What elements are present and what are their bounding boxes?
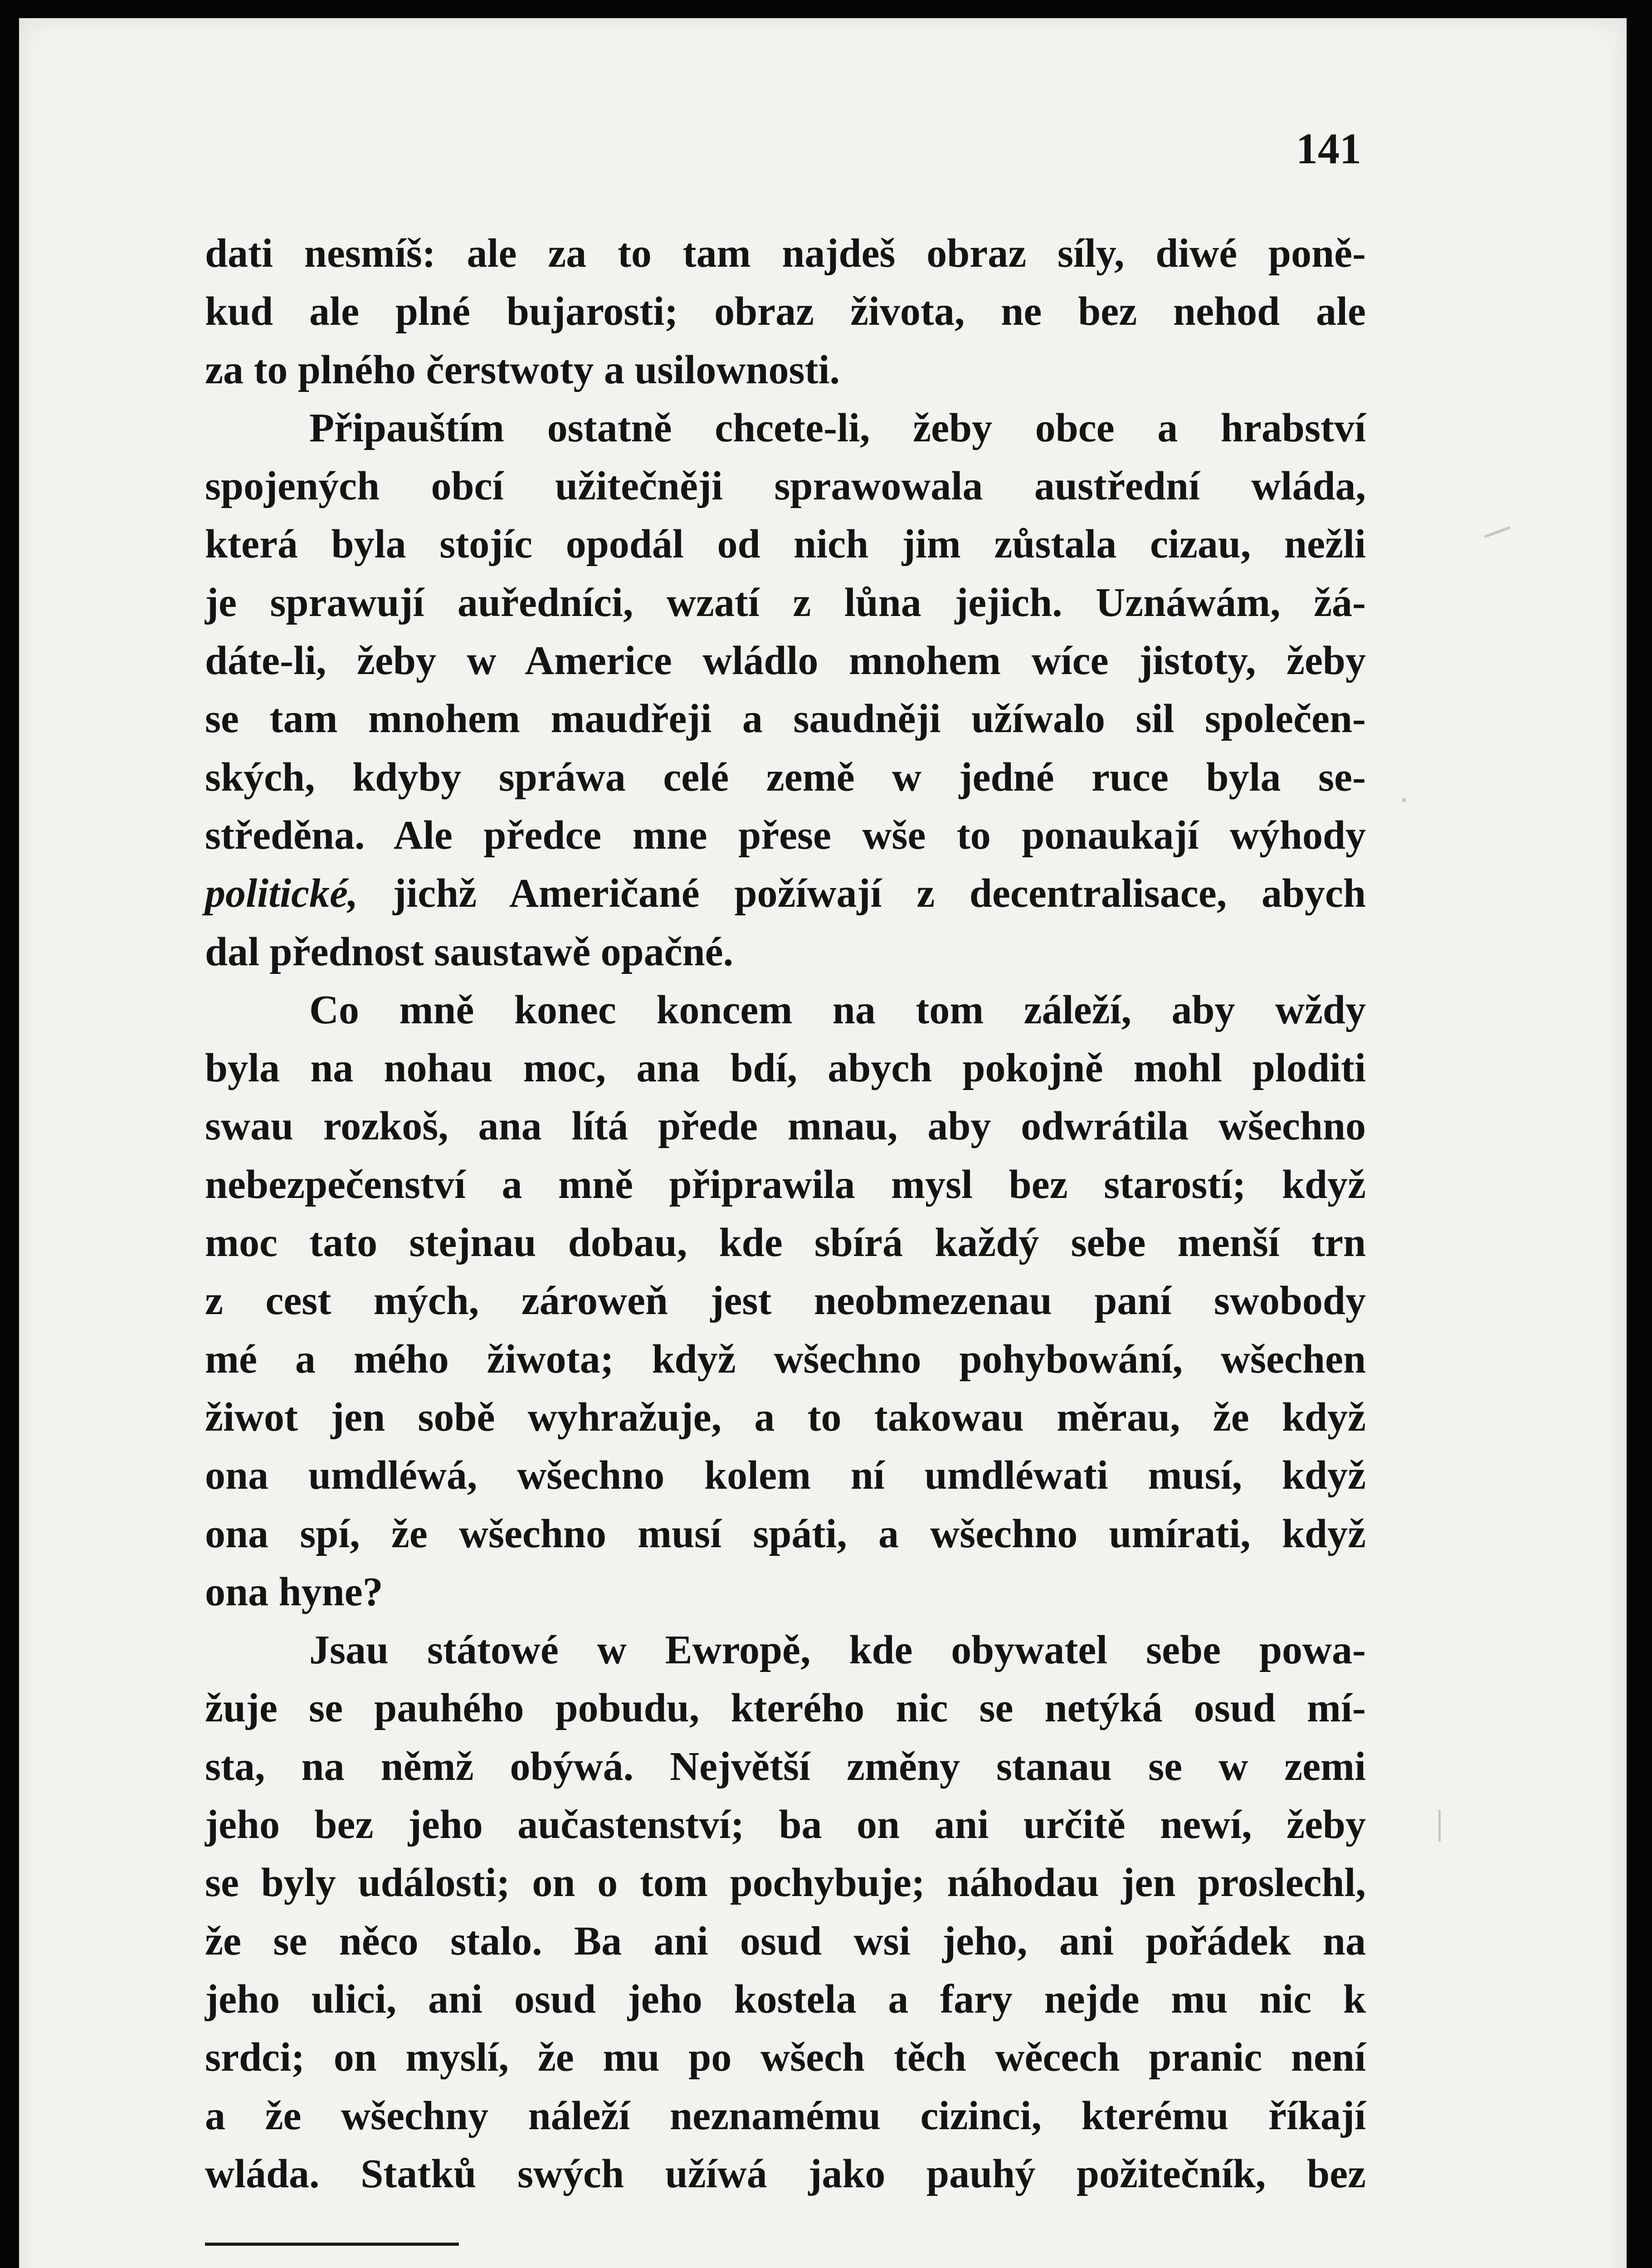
text-line: dáte-li, žeby w Americe wládlo mnohem wíce jistoty, žeby <box>205 638 1366 684</box>
text-line: ona hyne? <box>205 1569 383 1614</box>
text-line: jeho bez jeho aučastenství; ba on ani určitě newí, žeby <box>205 1802 1366 1848</box>
text-line: moc tato stejnau dobau, kde sbírá každý sebe menší trn <box>205 1220 1366 1266</box>
text-line: z cest mých, zároweň jest neobmezenau paní swobody <box>205 1278 1366 1324</box>
text-line: spojených obcí užitečněji sprawowala austřední wláda, <box>205 464 1366 509</box>
text-line: kud ale plné bujarosti; obraz života, ne bez nehod ale <box>205 289 1366 334</box>
main-text <box>205 225 1366 2203</box>
text-line <box>205 865 1366 923</box>
text-line: je sprawují auředníci, wzatí z lůna jejich. Uznáwám, žá- <box>205 580 1366 625</box>
text-line: byla na nohau moc, ana bdí, abych pokojně mohl ploditi <box>205 1046 1366 1091</box>
text-fragment: jichž Američané požíwají z decentralisace, abych <box>358 871 1366 916</box>
text-line: ských, kdyby spráwa celé země w jedné ruce byla se- <box>205 754 1366 800</box>
scan-speck <box>1402 798 1406 802</box>
text-line: žiwot jen sobě wyhražuje, a to takowau měrau, že když <box>205 1394 1366 1440</box>
text-line: sta, na němž obýwá. Největší změny stanau se w zemi <box>205 1744 1366 1789</box>
text-line: Připauštím ostatně chcete-li, žeby obce a hrabství <box>309 405 1366 450</box>
text-line: Co mně konec koncem na tom záleží, aby wždy <box>309 987 1366 1032</box>
text-line: srdci; on myslí, že mu po wšech těch wěcech pranic není <box>205 2035 1366 2080</box>
scan-speck <box>1484 526 1511 538</box>
footnote-line <box>280 2261 1366 2268</box>
text-line: středěna. Ale předce mne přese wše to ponaukají wýhody <box>205 812 1366 858</box>
text-line: jeho ulici, ani osud jeho kostela a fary nejde mu nic k <box>205 1976 1366 2022</box>
text-line: wláda. Statků swých užíwá jako pauhý požitečník, bez <box>205 2151 1366 2196</box>
text-line: swau rozkoš, ana lítá přede mnau, aby odwrátila wšechno <box>205 1104 1366 1149</box>
text-line: která byla stojíc opodál od nich jim zůstala cizau, nežli <box>205 522 1366 567</box>
text-line: ona spí, že wšechno musí spáti, a wšechno umírati, když <box>205 1511 1366 1556</box>
footnote-divider <box>205 2243 459 2246</box>
text-line: mé a mého žiwota; když wšechno pohybowání, wšechen <box>205 1336 1366 1382</box>
page-number: 141 <box>1296 124 1361 173</box>
text-line: se tam mnohem maudřeji a saudněji užíwalo sil společen- <box>205 696 1366 742</box>
text-line: dati nesmíš: ale za to tam najdeš obraz síly, diwé poně- <box>205 231 1366 276</box>
text-line: že se něco stalo. Ba ani osud wsi jeho, ani pořádek na <box>205 1918 1366 1964</box>
text-line: se byly události; on o tom pochybuje; náhodau jen proslechl, <box>205 1860 1366 1906</box>
text-line: ona umdléwá, wšechno kolem ní umdléwati musí, když <box>205 1453 1366 1498</box>
text-line: a že wšechny náleží neznamému cizinci, kterému říkají <box>205 2093 1366 2138</box>
text-line: za to plného čerstwoty a usilownosti. <box>205 347 840 392</box>
scan-speck <box>1438 1810 1441 1842</box>
text-line: Jsau státowé w Ewropě, kde obywatel sebe powa- <box>309 1628 1366 1673</box>
text-line: žuje se pauhého pobudu, kterého nic se netýká osud mí- <box>205 1686 1366 1731</box>
footnote <box>280 2261 1366 2268</box>
text-line: nebezpečenství a mně připrawila mysl bez starostí; když <box>205 1162 1366 1207</box>
italic-word: politické, <box>205 871 358 916</box>
text-line: dal přednost saustawě opačné. <box>205 929 734 974</box>
book-page <box>19 18 1627 2268</box>
